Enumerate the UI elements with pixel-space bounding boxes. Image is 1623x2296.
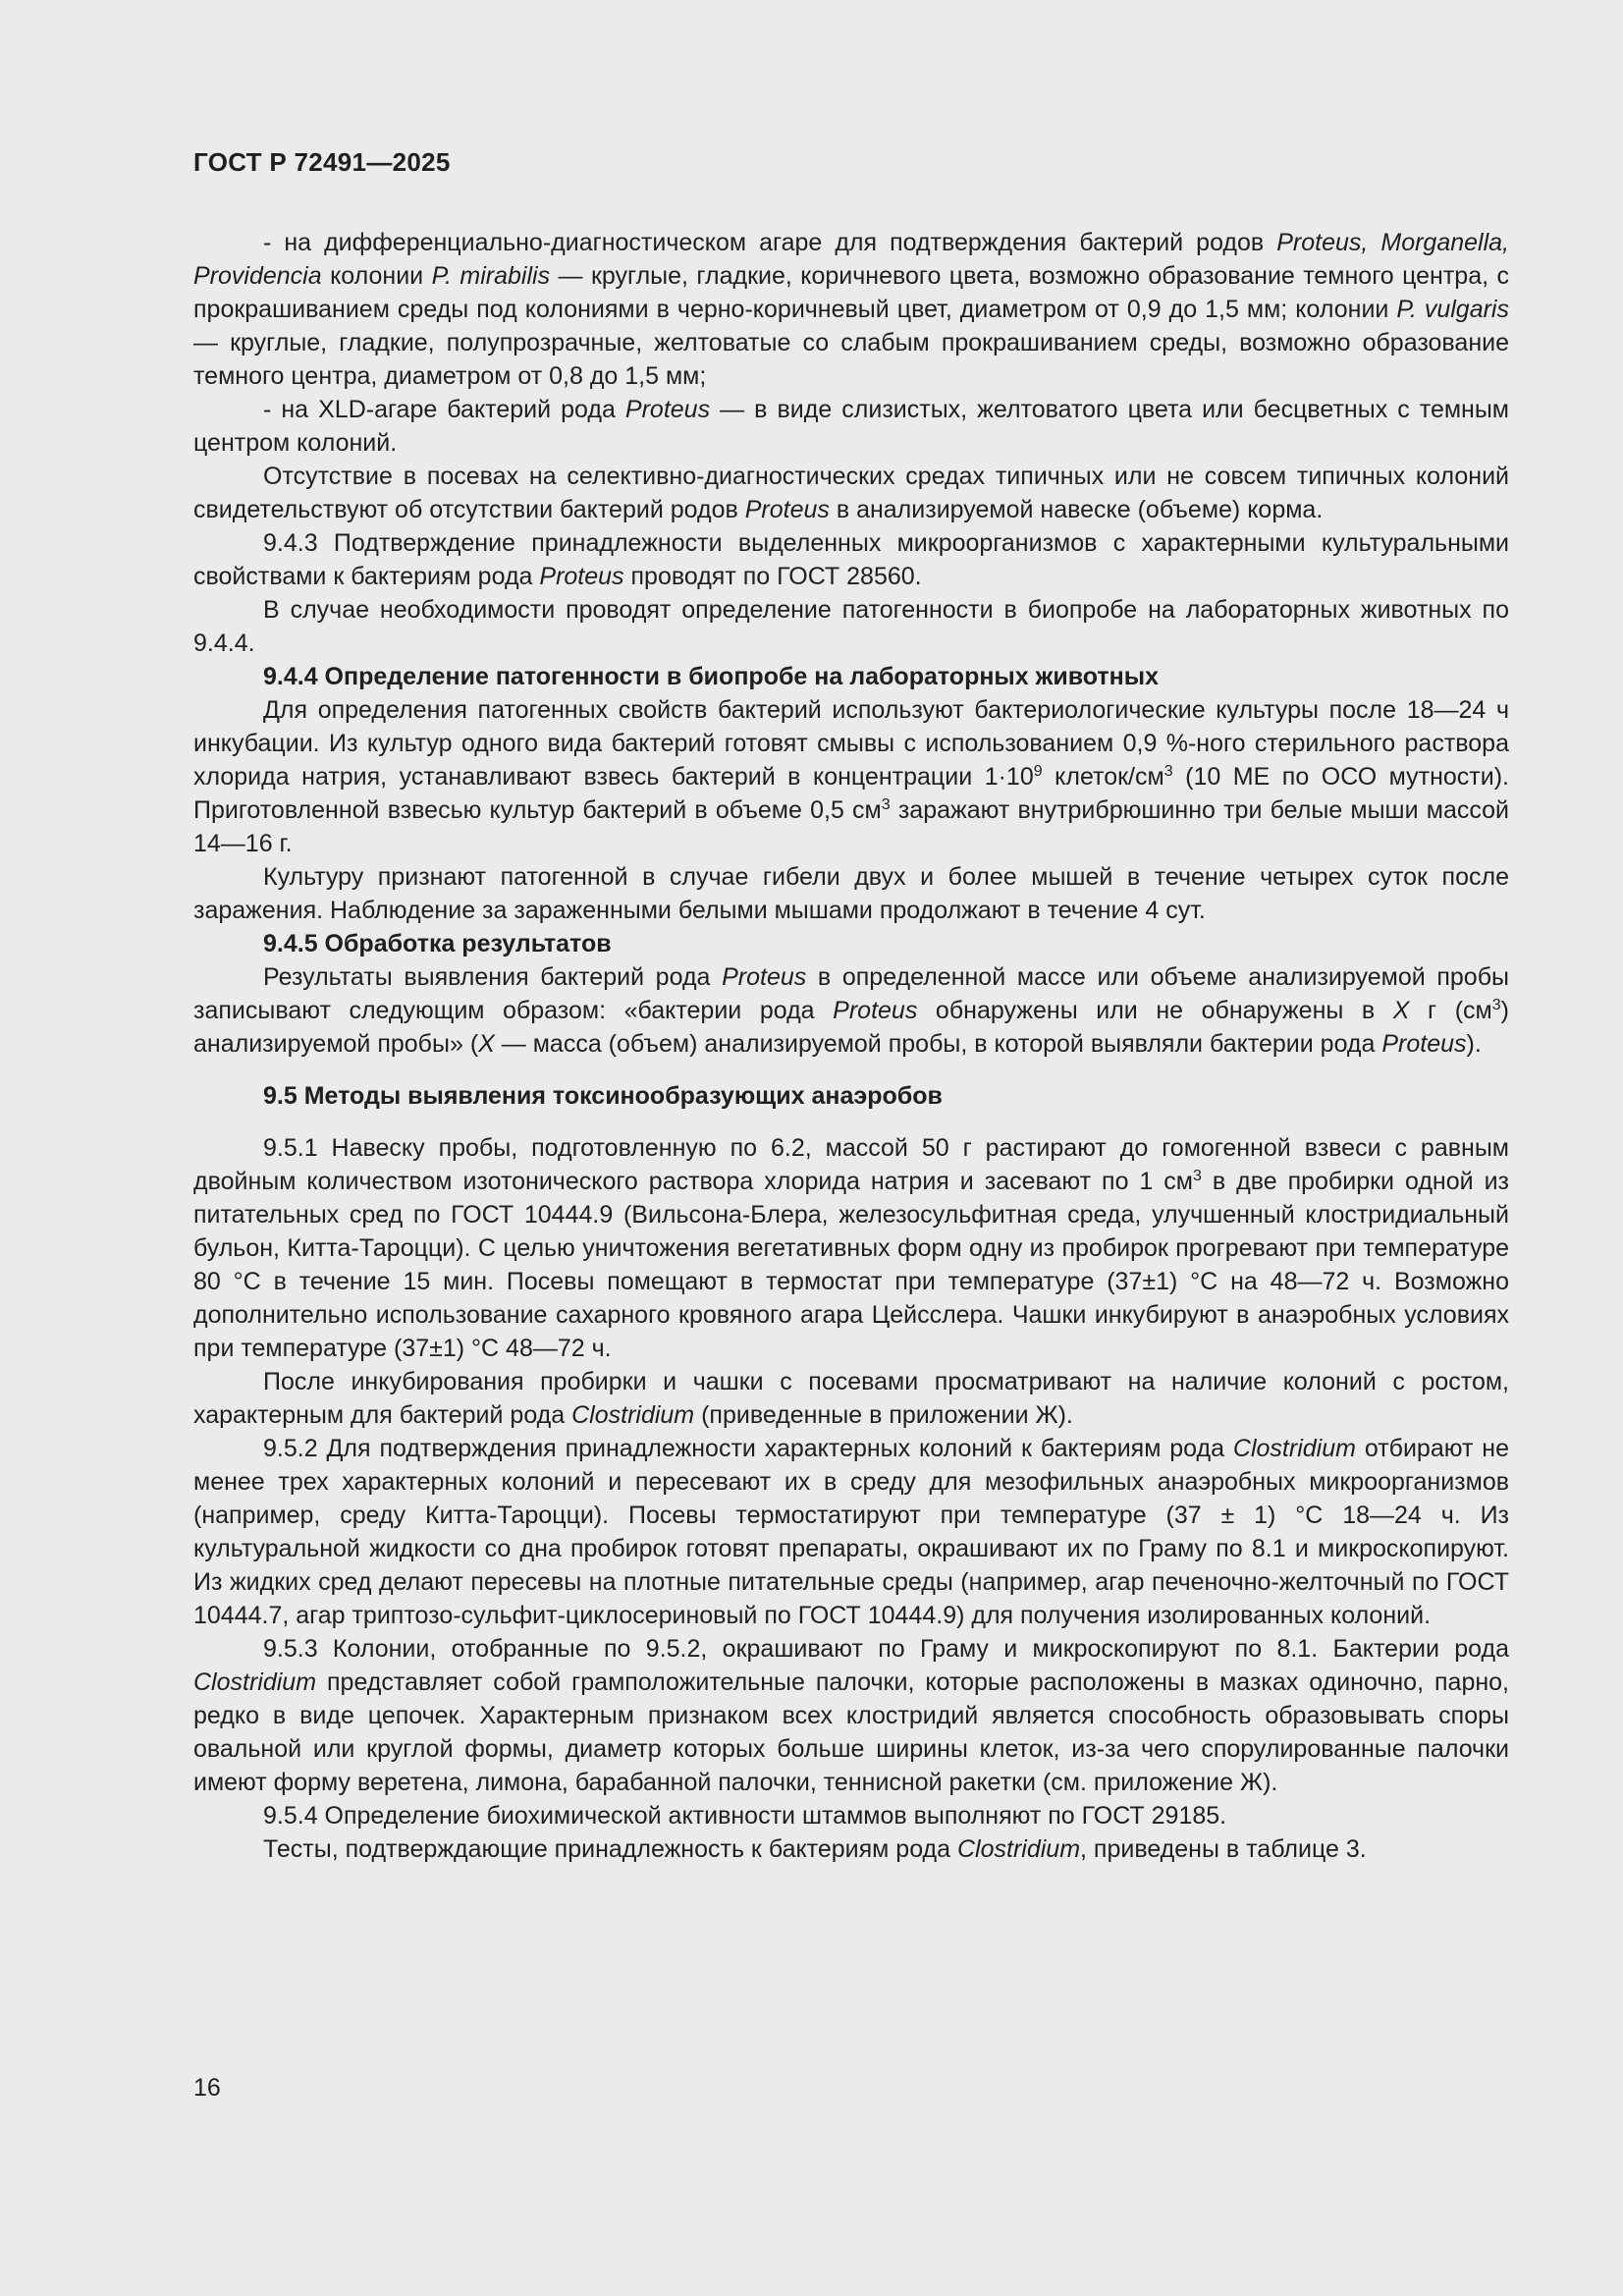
text-run: (10 МЕ по ОСО мутности). Приготовленной взвесью культур бактерий в объеме 0,5 см [193, 763, 1509, 824]
text-run: 9.5.1 Навеску пробы, подготовленную по 6.2, массой 50 г растирают до гомогенной взвеси с равным двойным количеством изотонического раствора хлорида натрия и засевают по 1 см [193, 1134, 1509, 1195]
subsection-heading [193, 660, 1509, 693]
text-run: В случае необходимости проводят определение патогенности в биопробе на лабораторных животных по 9.4.4. [193, 596, 1509, 657]
text-run: - на дифференциально-диагностическом агаре для подтверждения бактерий родов [263, 229, 1277, 256]
text-run: Культуру признают патогенной в случае гибели двух и более мышей в течение четырех суток после заражения. Наблюдение за зараженными белыми мышами продолжают в течение 4 сут. [193, 863, 1509, 924]
text-run: - на XLD-агаре бактерий рода [263, 396, 625, 423]
text-run: представляет собой грамположительные палочки, которые расположены в мазках одиночно, парно, редко в виде цепочек. Характерным признаком всех клостридий является способность образовывать споры овальной или круглой формы, диаметр которых больше ширины клеток, из-за чего спорулированные палочки имеют форму веретена, лимона, барабанной палочки, теннисной ракетки (см. приложение Ж). [193, 1668, 1509, 1796]
italic-text: Clostridium [1232, 1435, 1356, 1462]
italic-text: Proteus [833, 997, 918, 1024]
text-run: 9.5.3 Колонии, отобранные по 9.5.2, окрашивают по Граму и микроскопируют по 8.1. Бактерии рода [263, 1635, 1509, 1663]
text-run: После инкубирования пробирки и чашки с посевами просматривают на наличие колоний с ростом, характерным для бактерий рода [193, 1368, 1509, 1429]
page-number: 16 [193, 2074, 221, 2102]
italic-text: P. mirabilis [431, 262, 551, 290]
paragraph [193, 960, 1509, 1061]
text-run: в определенной массе или объеме анализируемой пробы записывают следующим образом: «бактерии рода [193, 963, 1509, 1024]
text-run: 9.4.4 Определение патогенности в биопробе на лабораторных животных [263, 663, 1160, 690]
italic-text: Proteus [539, 563, 624, 590]
text-run: 9.4.5 Обработка результатов [263, 930, 612, 957]
paragraph [193, 226, 1509, 393]
text-run: Тесты, подтверждающие принадлежность к бактериям рода [263, 1835, 957, 1863]
italic-text: Proteus, Morganella, Providencia [193, 229, 1509, 290]
text-run: обнаружены или не обнаружены в [917, 997, 1393, 1024]
text-run: — круглые, гладкие, коричневого цвета, возможно образование темного центра, с прокрашиванием среды под колониями в черно-коричневый цвет, диаметром от 0,9 до 1,5 мм; колонии [193, 262, 1509, 323]
section-heading [193, 1079, 1509, 1113]
text-run: , приведены в таблице 3. [1080, 1835, 1367, 1863]
italic-text: P. vulgaris [1396, 296, 1509, 323]
text-run: отбирают не менее трех характерных колоний и пересевают их в среду для мезофильных анаэробных микроорганизмов (например, среду Китта-Тароцци). Посевы термостатируют при температуре (37 ± 1) °С 18—24 ч. Из культуральной жидкости со дна пробирок готовят препараты, окрашивают их по Граму по 8.1 и микроскопируют. Из жидких сред делают пересевы на плотные питательные среды (например, агар печеночно-желточный по ГОСТ 10444.7, агар триптозо-сульфит-циклосериновый по ГОСТ 10444.9) для получения изолированных колоний. [193, 1435, 1509, 1629]
text-run: в анализируемой навеске (объеме) корма. [829, 496, 1324, 523]
subsection-heading [193, 927, 1509, 960]
text-run: 9.5 Методы выявления токсинообразующих анаэробов [263, 1082, 943, 1110]
paragraph [193, 1365, 1509, 1432]
italic-text: Proteus [744, 496, 830, 523]
italic-text: X [478, 1030, 495, 1058]
document-body [193, 226, 1509, 1866]
paragraph [193, 526, 1509, 593]
text-run: г (см [1409, 997, 1492, 1024]
paragraph [193, 1432, 1509, 1632]
superscript: 9 [1033, 763, 1043, 780]
italic-text: Clostridium [957, 1835, 1081, 1863]
text-run: ). [1466, 1030, 1482, 1058]
paragraph [193, 1632, 1509, 1799]
paragraph [193, 1832, 1509, 1866]
superscript: 3 [1163, 763, 1173, 780]
text-run: — в виде слизистых, желтоватого цвета или бесцветных с темным центром колоний. [193, 396, 1509, 457]
italic-text: Clostridium [571, 1401, 695, 1429]
superscript: 3 [1491, 997, 1501, 1013]
text-run: 9.5.2 Для подтверждения принадлежности характерных колоний к бактериям рода [263, 1435, 1233, 1462]
superscript: 3 [881, 796, 891, 813]
text-run: проводят по ГОСТ 28560. [623, 563, 922, 590]
paragraph [193, 860, 1509, 927]
text-run: ) анализируемой пробы» ( [193, 997, 1509, 1058]
text-run: — круглые, гладкие, полупрозрачные, желтоватые со слабым прокрашиванием среды, возможно образование темного центра, диаметром от 0,8 до 1,5 мм; [193, 329, 1509, 390]
document-header: ГОСТ Р 72491—2025 [193, 147, 451, 177]
italic-text: Proteus [1381, 1030, 1467, 1058]
paragraph [193, 1131, 1509, 1365]
text-run: Для определения патогенных свойств бактерий используют бактериологические культуры после 18—24 ч инкубации. Из культур одного вида бактерий готовят смывы с использованием 0,9 %-ного стерильного раствора хлорида натрия, устанавливают взвесь бактерий в концентрации 1·10 [193, 696, 1509, 791]
paragraph [193, 460, 1509, 526]
italic-text: Proteus [722, 963, 807, 991]
text-run: Результаты выявления бактерий рода [263, 963, 723, 991]
italic-text: X [1392, 997, 1410, 1024]
text-run: (приведенные в приложении Ж). [694, 1401, 1073, 1429]
paragraph [193, 693, 1509, 860]
text-run: в две пробирки одной из питательных сред по ГОСТ 10444.9 (Вильсона-Блера, железосульфитная среда, улучшенный клостридиальный бульон, Китта-Тароцци). С целью уничтожения вегетативных форм одну из пробирок прогревают при температуре 80 °С в течение 15 мин. Посевы помещают в термостат при температуре (37±1) °С на 48—72 ч. Возможно дополнительно использование сахарного кровяного агара Цейсслера. Чашки инкубируют в анаэробных условиях при температуре (37±1) °С 48—72 ч. [193, 1168, 1509, 1362]
paragraph [193, 1799, 1509, 1832]
paragraph [193, 593, 1509, 660]
text-run: заражают внутрибрюшинно три белые мыши массой 14—16 г. [193, 796, 1509, 857]
text-run: 9.4.3 Подтверждение принадлежности выделенных микроорганизмов с характерными культуральными свойствами к бактериям рода [193, 529, 1509, 590]
text-run: — масса (объем) анализируемой пробы, в которой выявляли бактерии рода [494, 1030, 1382, 1058]
text-run: клеток/см [1042, 763, 1164, 791]
italic-text: Clostridium [193, 1668, 317, 1696]
text-run: 9.5.4 Определение биохимической активности штаммов выполняют по ГОСТ 29185. [263, 1802, 1227, 1830]
superscript: 3 [1193, 1168, 1202, 1184]
text-run: Отсутствие в посевах на селективно-диагностических средах типичных или не совсем типичных колоний свидетельствуют об отсутствии бактерий родов [193, 463, 1509, 523]
text-run: колонии [321, 262, 432, 290]
paragraph [193, 393, 1509, 460]
italic-text: Proteus [624, 396, 711, 423]
